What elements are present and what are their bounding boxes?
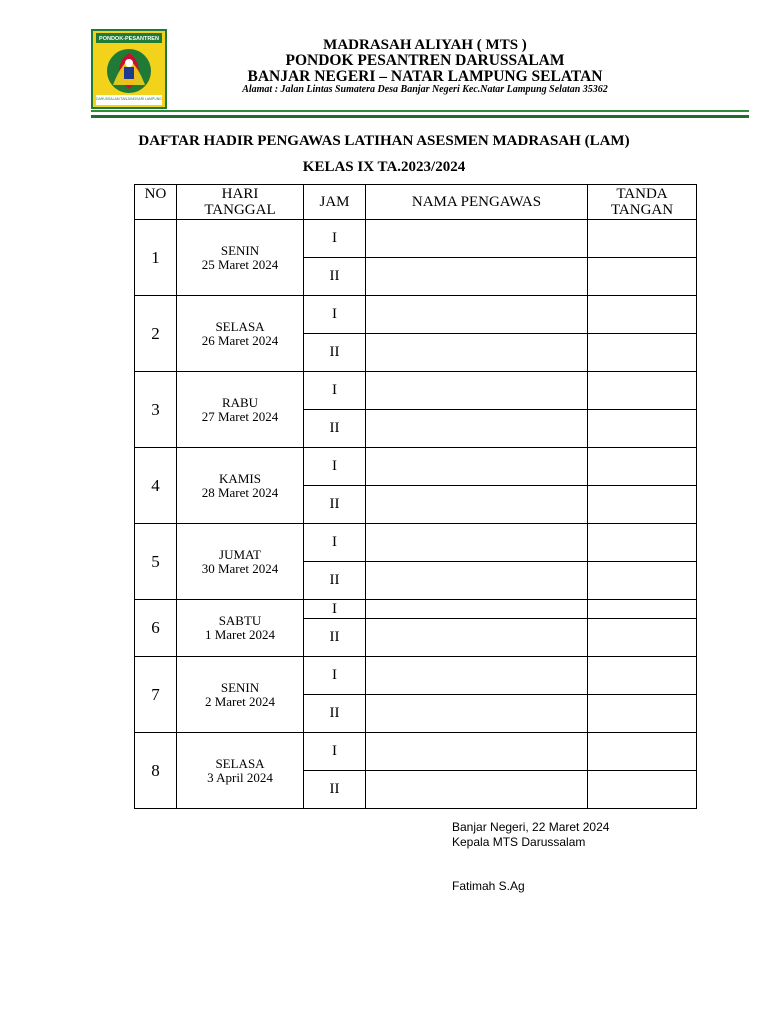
row-date: 1 Maret 2024 — [204, 627, 276, 642]
row-day: SENIN — [220, 242, 260, 258]
table-row — [135, 733, 697, 771]
row-day-date — [177, 372, 304, 448]
header-line-1: MADRASAH ALIYAH ( MTS ) — [323, 37, 527, 53]
nama-pengawas-cell[interactable] — [366, 486, 588, 524]
nama-pengawas-cell[interactable] — [366, 695, 588, 733]
row-jam-1: I — [304, 600, 366, 619]
tanda-tangan-cell[interactable] — [588, 619, 697, 657]
row-day-date — [177, 733, 304, 809]
header-divider-thin — [91, 110, 749, 112]
table-row — [135, 448, 697, 486]
row-day: RABU — [221, 394, 259, 410]
signature-position: Kepala MTS Darussalam — [452, 835, 586, 849]
row-jam-2: II — [304, 334, 366, 372]
row-jam-2: II — [304, 486, 366, 524]
row-jam-1: I — [304, 657, 366, 695]
row-jam-1: I — [304, 372, 366, 410]
header-nama-pengawas: NAMA PENGAWAS — [366, 185, 588, 220]
row-day-date — [177, 600, 304, 657]
row-day: SELASA — [215, 318, 265, 334]
table-row — [135, 220, 697, 258]
row-jam-1: I — [304, 296, 366, 334]
row-day-date — [177, 296, 304, 372]
row-jam-1: I — [304, 220, 366, 258]
header-line-3: BANJAR NEGERI – NATAR LAMPUNG SELATAN — [247, 68, 603, 85]
table-row — [135, 372, 697, 410]
nama-pengawas-cell[interactable] — [366, 296, 588, 334]
nama-pengawas-cell[interactable] — [366, 372, 588, 410]
row-day-date — [177, 657, 304, 733]
row-number: 7 — [135, 657, 177, 733]
nama-pengawas-cell[interactable] — [366, 448, 588, 486]
tanda-tangan-cell[interactable] — [588, 733, 697, 771]
attendance-table — [134, 184, 697, 809]
nama-pengawas-cell[interactable] — [366, 600, 588, 619]
row-jam-1: I — [304, 524, 366, 562]
tanda-tangan-cell[interactable] — [588, 258, 697, 296]
row-date: 2 Maret 2024 — [204, 693, 276, 709]
row-jam-2: II — [304, 771, 366, 809]
row-jam-2: II — [304, 619, 366, 657]
row-jam-2: II — [304, 562, 366, 600]
row-jam-2: II — [304, 410, 366, 448]
nama-pengawas-cell[interactable] — [366, 562, 588, 600]
table-header-row — [135, 185, 697, 220]
table-row — [135, 657, 697, 695]
row-day-date — [177, 524, 304, 600]
nama-pengawas-cell[interactable] — [366, 657, 588, 695]
row-date: 25 Maret 2024 — [201, 256, 279, 272]
row-number: 5 — [135, 524, 177, 600]
table-row — [135, 296, 697, 334]
tanda-tangan-cell[interactable] — [588, 562, 697, 600]
nama-pengawas-cell[interactable] — [366, 619, 588, 657]
table-row — [135, 600, 697, 619]
nama-pengawas-cell[interactable] — [366, 258, 588, 296]
row-date: 30 Maret 2024 — [201, 560, 279, 576]
row-day-date — [177, 448, 304, 524]
tanda-tangan-cell[interactable] — [588, 296, 697, 334]
row-jam-2: II — [304, 258, 366, 296]
signature-place-date: Banjar Negeri, 22 Maret 2024 — [452, 820, 610, 834]
row-jam-1: I — [304, 733, 366, 771]
row-jam-1: I — [304, 448, 366, 486]
signature-name: Fatimah S.Ag — [452, 879, 525, 893]
header-line-2: PONDOK PESANTREN DARUSSALAM — [285, 52, 565, 69]
row-date: 26 Maret 2024 — [201, 332, 279, 348]
nama-pengawas-cell[interactable] — [366, 334, 588, 372]
tanda-tangan-cell[interactable] — [588, 220, 697, 258]
row-day: SENIN — [220, 679, 260, 695]
row-date: 3 April 2024 — [207, 769, 273, 785]
tanda-tangan-cell[interactable] — [588, 524, 697, 562]
nama-pengawas-cell[interactable] — [366, 220, 588, 258]
tanda-tangan-cell[interactable] — [588, 486, 697, 524]
row-day: JUMAT — [219, 546, 261, 562]
nama-pengawas-cell[interactable] — [366, 733, 588, 771]
row-number: 3 — [135, 372, 177, 448]
nama-pengawas-cell[interactable] — [366, 410, 588, 448]
row-number: 1 — [135, 220, 177, 296]
tanda-tangan-cell[interactable] — [588, 372, 697, 410]
tanda-tangan-cell[interactable] — [588, 771, 697, 809]
document-title: DAFTAR HADIR PENGAWAS LATIHAN ASESMEN MADRASAH (LAM) — [138, 133, 630, 149]
table-row — [135, 524, 697, 562]
tanda-tangan-cell[interactable] — [588, 448, 697, 486]
header-no: NO — [135, 185, 177, 220]
tanda-tangan-cell[interactable] — [588, 600, 697, 619]
tanda-tangan-cell[interactable] — [588, 657, 697, 695]
row-number: 8 — [135, 733, 177, 809]
logo-top-text: PONDOK-PESANTREN — [99, 36, 159, 42]
row-date: 28 Maret 2024 — [201, 484, 279, 500]
row-day-date — [177, 220, 304, 296]
row-day: KAMIS — [219, 470, 261, 486]
header-jam: JAM — [304, 185, 366, 220]
tanda-tangan-cell[interactable] — [588, 695, 697, 733]
tanda-tangan-cell[interactable] — [588, 410, 697, 448]
row-jam-2: II — [304, 695, 366, 733]
nama-pengawas-cell[interactable] — [366, 524, 588, 562]
nama-pengawas-cell[interactable] — [366, 771, 588, 809]
header-hari-tanggal: HARI TANGGAL — [177, 185, 304, 220]
header-address: Alamat : Jalan Lintas Sumatera Desa Banjar Negeri Kec.Natar Lampung Selatan 35362 — [242, 84, 608, 95]
row-date: 27 Maret 2024 — [201, 408, 279, 424]
row-number: 2 — [135, 296, 177, 372]
row-number: 4 — [135, 448, 177, 524]
tanda-tangan-cell[interactable] — [588, 334, 697, 372]
header-tanda-tangan: TANDA TANGAN — [588, 185, 697, 220]
school-logo — [91, 29, 167, 109]
header-divider-thick — [91, 115, 749, 118]
document-subtitle: KELAS IX TA.2023/2024 — [302, 159, 466, 175]
logo-bottom-text: DARUSSALAM TANJUNGSARI LAMPUNG — [96, 97, 162, 101]
row-day: SELASA — [215, 755, 265, 771]
row-day: SABTU — [218, 613, 262, 628]
row-number: 6 — [135, 600, 177, 657]
